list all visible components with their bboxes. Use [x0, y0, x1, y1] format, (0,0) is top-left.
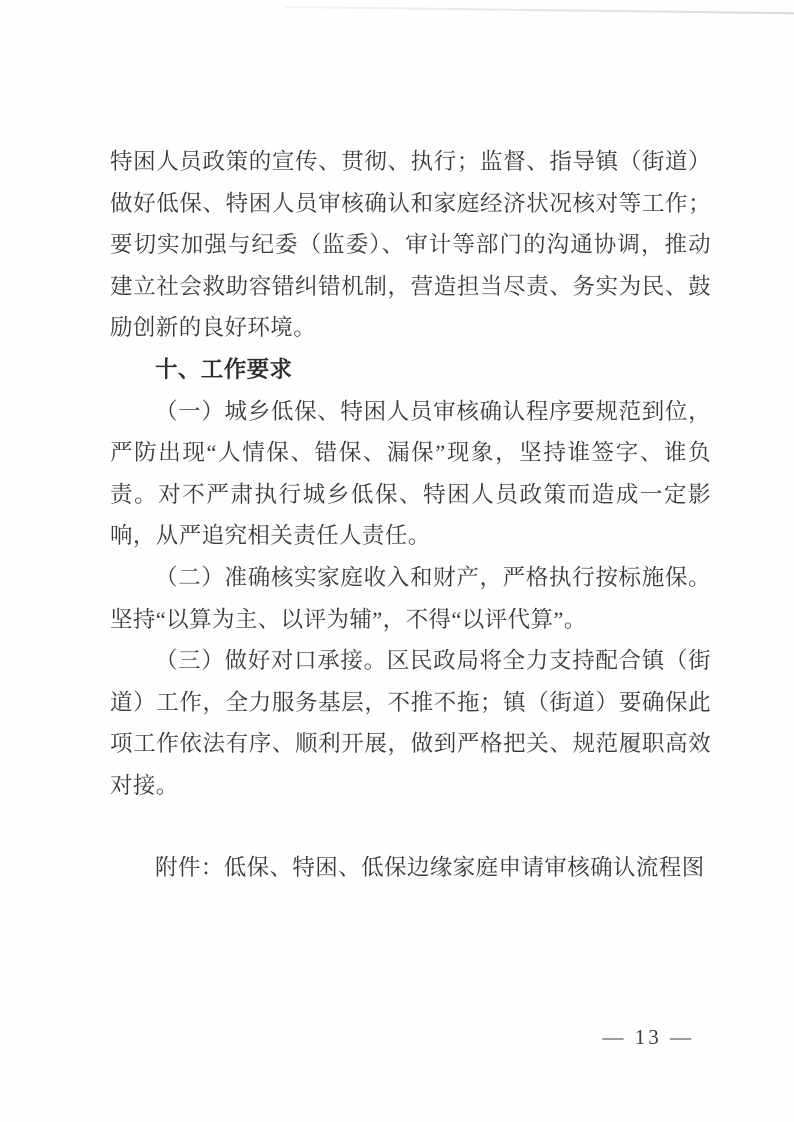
work-requirement-item-1: （一）城乡低保、特困人员审核确认程序要规范到位，严防出现“人情保、错保、漏保”现象，坚持谁签字、谁负责。对不严肃执行城乡低保、特困人员政策而造成一定影响，从严追究相关责任人责任。	[110, 398, 711, 549]
page-footer	[603, 1022, 695, 1052]
continuation-paragraph: 特困人员政策的宣传、贯彻、执行；监督、指导镇（街道）做好低保、特困人员审核确认和家庭经济状况核对等工作；要切实加强与纪委（监委）、审计等部门的沟通协调，推动建立社会救助容错纠错机制，营造担当尽责、务实为民、鼓励创新的良好环境。	[110, 149, 711, 341]
attachment-line: 附件：低保、特困、低保边缘家庭申请审核确认流程图	[155, 854, 705, 880]
section-heading: 十、工作要求	[155, 356, 293, 382]
work-requirement-item-2: （二）准确核实家庭收入和财产，严格执行按标施保。坚持“以算为主、以评为辅”，不得“以评代算”。	[110, 564, 711, 632]
page-number: — 13 —	[602, 1025, 694, 1049]
scan-artifact-line	[285, 6, 794, 14]
document-body	[110, 141, 711, 888]
work-requirement-item-3: （三）做好对口承接。区民政局将全力支持配合镇（街道）工作，全力服务基层，不推不拖；镇（街道）要确保此项工作依法有序、顺利开展，做到严格把关、规范履职高效对接。	[110, 648, 711, 798]
